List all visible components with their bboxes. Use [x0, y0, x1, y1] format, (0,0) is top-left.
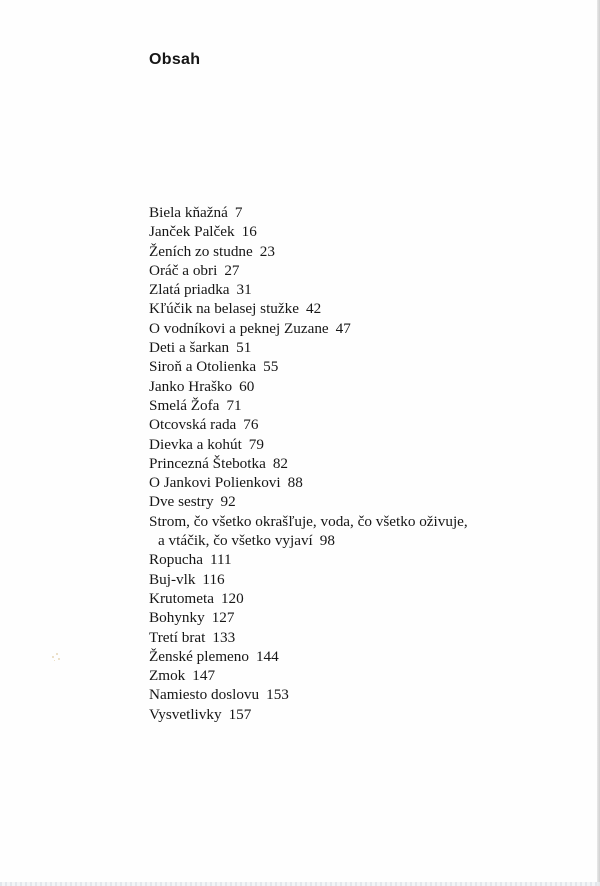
toc-entry-page-number: 31	[236, 281, 252, 299]
table-of-contents	[149, 203, 569, 724]
toc-entry-page-number: 55	[263, 358, 279, 376]
toc-entry-page-number: 127	[211, 609, 235, 627]
toc-entry-title: Krutometa	[149, 589, 214, 607]
toc-entry-title: Zmok	[149, 667, 186, 685]
toc-entry	[149, 685, 569, 704]
toc-entry-title: Vysvetlivky	[149, 705, 222, 723]
toc-entry	[149, 280, 569, 299]
toc-entry-title: Otcovská rada	[149, 416, 237, 434]
toc-entry-title-cont-text: a vtáčik, čo všetko vyjaví	[158, 532, 313, 550]
toc-entry	[149, 357, 569, 376]
toc-entry-title: Tretí brat	[149, 628, 206, 646]
toc-entry-page-number: 7	[234, 204, 243, 221]
toc-entry-page-number: 92	[220, 493, 236, 511]
scan-bottom-edge	[0, 882, 600, 886]
toc-entry	[149, 473, 569, 492]
toc-entry	[149, 203, 569, 222]
toc-entry	[149, 608, 569, 627]
toc-entry	[149, 415, 569, 434]
toc-entry-title: Ženích zo studne	[149, 242, 253, 260]
toc-entry	[149, 242, 569, 261]
toc-entry	[149, 628, 569, 647]
toc-entry-title: Deti a šarkan	[149, 339, 230, 357]
toc-entry-title: Ženské plemeno	[149, 647, 249, 665]
toc-entry	[149, 261, 569, 280]
toc-entry-page-number: 144	[255, 647, 279, 665]
toc-entry-page-number: 88	[287, 474, 303, 492]
toc-entry	[149, 435, 569, 454]
toc-entry-page-number: 23	[259, 242, 275, 260]
toc-entry-page-number: 111	[210, 551, 232, 569]
toc-entry-title: Oráč a obri	[149, 261, 218, 279]
toc-entry	[149, 338, 569, 357]
toc-entry-title: Zlatá priadka	[149, 281, 230, 299]
toc-entry-title: Janko Hraško	[149, 377, 233, 395]
toc-entry-page-number: 76	[243, 416, 259, 434]
toc-entry	[149, 492, 569, 511]
toc-entry	[149, 222, 569, 241]
toc-entry-page-number: 47	[335, 319, 351, 337]
toc-entry-title: Dievka a kohút	[149, 435, 242, 453]
toc-entry-title: Buj-vlk	[149, 570, 196, 588]
toc-entry-title: Ropucha	[149, 551, 203, 569]
toc-entry-page-number: 27	[224, 261, 240, 279]
toc-entry-page-number: 153	[266, 686, 289, 704]
toc-entry	[149, 454, 569, 473]
toc-entry-title: Janček Palček	[149, 223, 235, 241]
toc-entry	[149, 319, 569, 338]
toc-entry	[149, 570, 569, 589]
toc-entry	[149, 299, 569, 318]
toc-entry-page-number: 60	[239, 377, 255, 395]
toc-entry-page-number: 51	[236, 339, 252, 357]
toc-entry	[149, 550, 569, 569]
toc-entry-title: Kľúčik na belasej stužke	[149, 300, 299, 318]
toc-entry-page-number: 98	[319, 532, 335, 550]
toc-entry-title: Biela kňažná	[149, 204, 228, 221]
toc-entry-title: O Jankovi Polienkovi	[149, 474, 281, 492]
toc-entry-page-number: 147	[192, 667, 216, 685]
toc-entry-title: O vodníkovi a peknej Zuzane	[149, 319, 329, 337]
toc-entry-title: Namiesto doslovu	[149, 686, 260, 704]
toc-entry-page-number: 79	[248, 435, 264, 453]
toc-entry-page-number: 133	[212, 628, 236, 646]
toc-entry-page-number: 82	[272, 454, 289, 472]
contents-heading: Obsah	[149, 51, 201, 68]
toc-entry-title: Bohynky	[149, 609, 205, 627]
toc-entry	[149, 647, 569, 666]
toc-entry	[149, 666, 569, 685]
toc-entry-title: Strom, čo všetko okrašľuje, voda, čo všetko oživuje,	[149, 512, 468, 530]
toc-entry-title: Siroň a Otolienka	[149, 358, 257, 376]
toc-entry-page-number: 42	[305, 300, 322, 318]
toc-entry-page-number: 120	[220, 589, 244, 607]
toc-entry-page-number: 116	[202, 570, 225, 588]
toc-entry-title: Princezná Štebotka	[149, 454, 266, 472]
toc-entry-title: Smelá Žofa	[149, 396, 220, 414]
toc-entry	[149, 396, 569, 415]
toc-entry-page-number: 157	[228, 705, 252, 723]
toc-entry-page-number: 71	[226, 396, 242, 414]
toc-entry-title-continuation	[149, 531, 569, 550]
paper-speck	[50, 650, 62, 662]
toc-entry	[149, 512, 569, 551]
toc-entry-title: Dve sestry	[149, 493, 214, 511]
toc-entry	[149, 589, 569, 608]
toc-entry	[149, 705, 569, 724]
toc-entry-page-number: 16	[241, 223, 257, 241]
toc-entry	[149, 377, 569, 396]
